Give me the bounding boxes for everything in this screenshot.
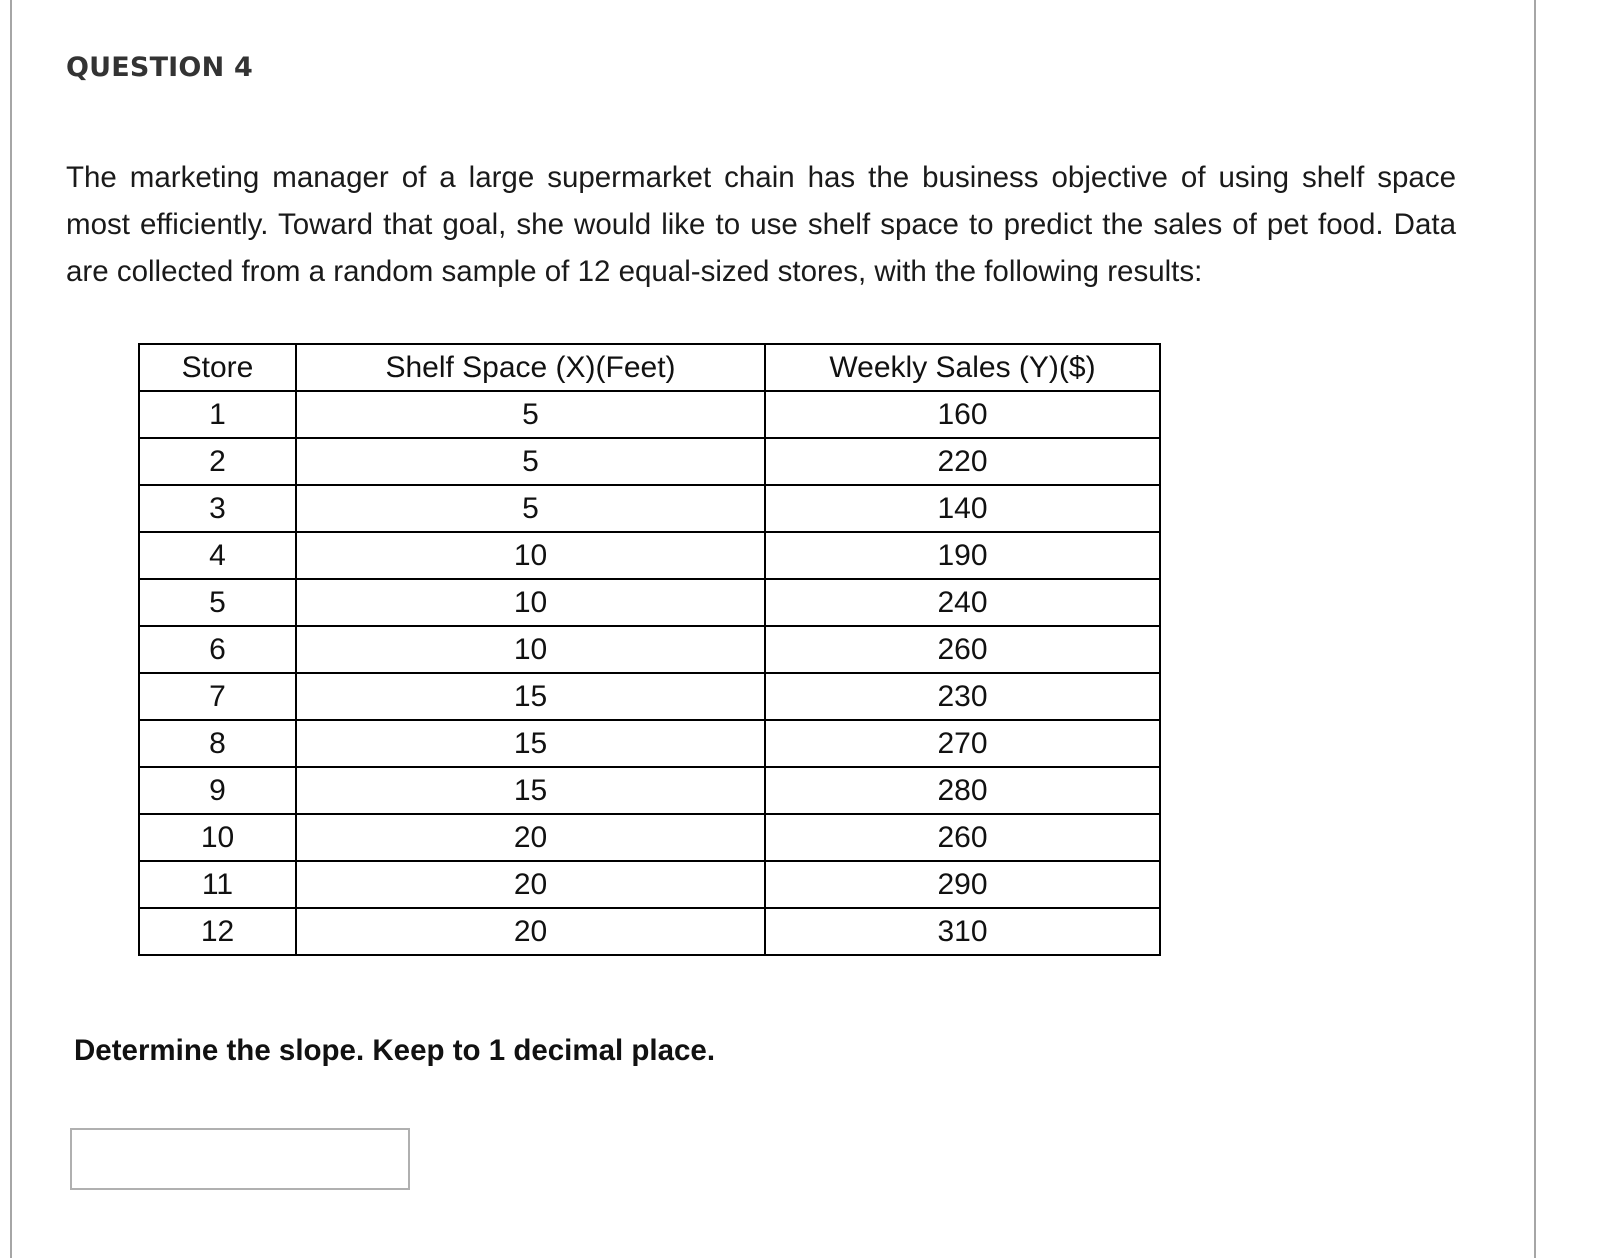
question-panel [10, 0, 1536, 1258]
table-row [139, 673, 1160, 720]
shelf-space-cell: 15 [296, 720, 765, 767]
store-cell: 12 [139, 908, 296, 955]
shelf-space-cell: 5 [296, 485, 765, 532]
shelf-space-cell: 10 [296, 532, 765, 579]
table-row [139, 908, 1160, 955]
answer-input[interactable] [70, 1128, 410, 1190]
table-row [139, 438, 1160, 485]
table-row [139, 485, 1160, 532]
store-cell: 8 [139, 720, 296, 767]
store-cell: 10 [139, 814, 296, 861]
weekly-sales-cell: 270 [765, 720, 1160, 767]
shelf-space-cell: 10 [296, 626, 765, 673]
shelf-space-cell: 15 [296, 767, 765, 814]
column-header-shelf-space: Shelf Space (X)(Feet) [296, 344, 765, 391]
store-cell: 11 [139, 861, 296, 908]
weekly-sales-cell: 240 [765, 579, 1160, 626]
store-cell: 2 [139, 438, 296, 485]
table-header-row [139, 344, 1160, 391]
shelf-space-cell: 20 [296, 908, 765, 955]
weekly-sales-cell: 290 [765, 861, 1160, 908]
column-header-store: Store [139, 344, 296, 391]
shelf-space-cell: 5 [296, 438, 765, 485]
table-row [139, 767, 1160, 814]
weekly-sales-cell: 230 [765, 673, 1160, 720]
store-cell: 4 [139, 532, 296, 579]
table-row [139, 579, 1160, 626]
shelf-space-cell: 20 [296, 814, 765, 861]
table-row [139, 532, 1160, 579]
store-cell: 1 [139, 391, 296, 438]
column-header-weekly-sales: Weekly Sales (Y)($) [765, 344, 1160, 391]
store-cell: 5 [139, 579, 296, 626]
store-cell: 9 [139, 767, 296, 814]
shelf-space-cell: 15 [296, 673, 765, 720]
shelf-space-cell: 20 [296, 861, 765, 908]
table-row [139, 814, 1160, 861]
weekly-sales-cell: 190 [765, 532, 1160, 579]
table-row [139, 861, 1160, 908]
data-table [138, 343, 1161, 956]
store-cell: 7 [139, 673, 296, 720]
weekly-sales-cell: 160 [765, 391, 1160, 438]
weekly-sales-cell: 310 [765, 908, 1160, 955]
weekly-sales-cell: 260 [765, 626, 1160, 673]
question-prompt: The marketing manager of a large supermarket chain has the business objective of using shelf space most efficiently. Toward that goal, she would like to use shelf space to predict the sales of pet food. Data are collected from a random sample of 12 equal-sized stores, with the following results: [66, 161, 1456, 288]
question-title: QUESTION 4 [66, 52, 253, 83]
shelf-space-cell: 5 [296, 391, 765, 438]
weekly-sales-cell: 260 [765, 814, 1160, 861]
store-cell: 6 [139, 626, 296, 673]
weekly-sales-cell: 280 [765, 767, 1160, 814]
question-instruction: Determine the slope. Keep to 1 decimal place. [74, 1034, 716, 1067]
store-cell: 3 [139, 485, 296, 532]
table-row [139, 720, 1160, 767]
weekly-sales-cell: 220 [765, 438, 1160, 485]
weekly-sales-cell: 140 [765, 485, 1160, 532]
shelf-space-cell: 10 [296, 579, 765, 626]
table-row [139, 626, 1160, 673]
table-row [139, 391, 1160, 438]
